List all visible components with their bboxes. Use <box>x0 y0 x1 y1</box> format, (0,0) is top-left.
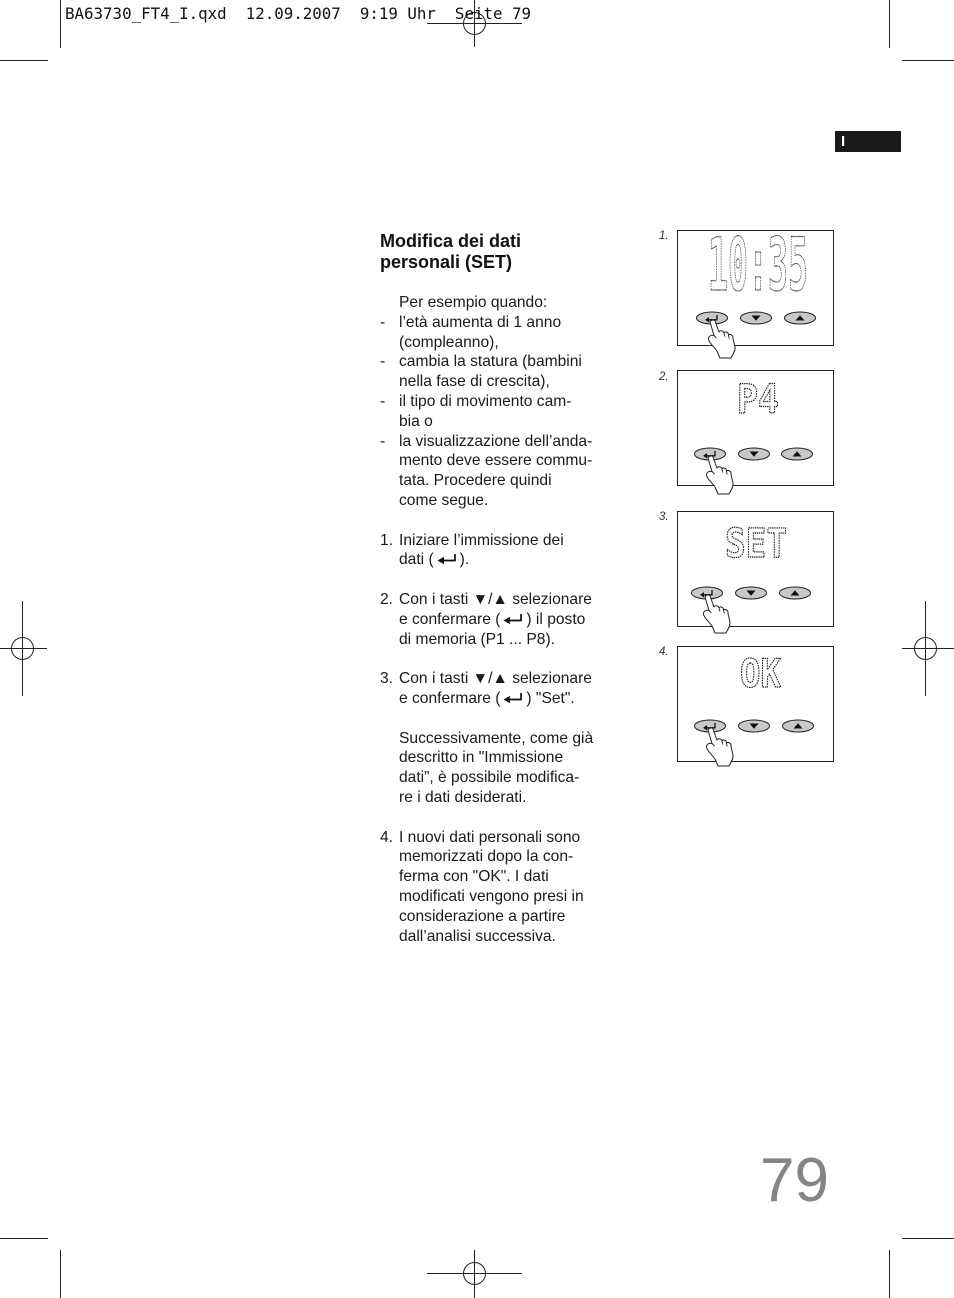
down-button-icon <box>739 448 770 460</box>
step-continuation-line: Successivamente, come già <box>399 729 594 747</box>
down-button-icon <box>736 587 767 599</box>
lcd-panel-3 <box>677 511 834 627</box>
spacer <box>399 709 640 729</box>
step-text: e confermare ( <box>399 610 501 628</box>
crop-mark-top-left <box>0 0 61 61</box>
step-number: 3. <box>380 670 394 688</box>
step-line <box>399 550 640 570</box>
lcd-display-text: 10:35 <box>708 223 808 308</box>
registration-mark-left <box>0 601 47 696</box>
step-line: modificati vengono presi in <box>399 887 584 905</box>
lcd-display-text: OK <box>740 652 782 697</box>
enter-key-icon <box>502 613 524 625</box>
bullet-line: il tipo di movimento cam- <box>399 392 572 410</box>
section-heading-line: Modifica dei dati <box>380 231 522 251</box>
bullet-line: mento deve essere commu- <box>399 452 593 470</box>
language-tab <box>835 131 901 152</box>
bullet-line: tata. Procedere quindi <box>399 472 552 490</box>
step-line: di memoria (P1 ... P8). <box>399 630 555 648</box>
step-item <box>380 590 640 649</box>
step-line: Iniziare l’immissione dei <box>399 531 564 549</box>
step-line: I nuovi dati personali sono <box>399 828 581 846</box>
spacer <box>380 649 640 669</box>
bullet-line: bia o <box>399 412 433 430</box>
up-button-icon <box>785 312 816 324</box>
bullet-line: la visualizzazione dell’anda- <box>399 432 593 450</box>
figure-label: 4. <box>659 646 669 658</box>
bullet-marker: - <box>380 392 386 410</box>
step-line <box>399 610 640 630</box>
language-tab-label: I <box>841 133 846 150</box>
print-slug: BA63730_FT4_I.qxd 12.09.2007 9:19 Uhr Seite 79 <box>65 4 532 23</box>
spacer <box>380 511 640 531</box>
step-line: dall’analisi successiva. <box>399 927 556 945</box>
bullet-line: come segue. <box>399 491 489 509</box>
bullet-line: nella fase di crescita), <box>399 373 550 391</box>
step-item <box>380 531 640 571</box>
bullet-item <box>380 352 640 392</box>
bullet-item <box>380 313 640 353</box>
lcd-illustration <box>678 647 833 761</box>
up-button-icon <box>782 448 813 460</box>
figure-label: 2. <box>659 371 669 383</box>
step-text: ) "Set". <box>526 689 575 707</box>
figure-label: 1. <box>659 230 669 242</box>
registration-mark-bottom <box>427 1250 522 1298</box>
up-button-icon <box>780 587 811 599</box>
lcd-display-text: P4 <box>737 377 779 423</box>
crop-mark-top-right <box>890 0 954 61</box>
bullet-line: l’età aumenta di 1 anno <box>399 313 562 331</box>
spacer <box>380 808 640 828</box>
registration-mark-right <box>902 601 954 696</box>
section-heading <box>380 231 521 273</box>
lcd-illustration <box>678 512 833 626</box>
bullet-item <box>380 432 640 511</box>
step-number: 1. <box>380 531 394 549</box>
step-line: considerazione a partire <box>399 907 566 925</box>
bullet-marker: - <box>380 313 386 331</box>
enter-key-icon <box>502 692 524 704</box>
lcd-panel-2 <box>677 370 834 486</box>
section-body <box>380 293 640 946</box>
step-text: ). <box>459 551 470 569</box>
bullet-item <box>380 392 640 432</box>
lcd-illustration <box>678 223 833 345</box>
step-number: 4. <box>380 828 394 846</box>
step-line: Con i tasti ▼/▲ selezionare <box>399 670 592 688</box>
step-text: e confermare ( <box>399 689 501 707</box>
down-button-icon <box>741 312 772 324</box>
step-line: ferma con "OK". I dati <box>399 868 549 886</box>
spacer <box>380 570 640 590</box>
step-line: memorizzati dopo la con- <box>399 848 574 866</box>
step-text: dati ( <box>399 551 434 569</box>
section-heading-line: personali (SET) <box>380 252 513 272</box>
up-button-icon <box>783 720 814 732</box>
step-continuation-line: re i dati desiderati. <box>399 788 527 806</box>
step-continuation-line: descritto in "Immissione <box>399 749 564 767</box>
lcd-panel-4 <box>677 646 834 762</box>
step-line <box>399 689 640 709</box>
lcd-panel-1 <box>677 223 834 346</box>
page-number: 79 <box>760 1146 829 1215</box>
crop-mark-bottom-right <box>890 1239 954 1298</box>
down-button-icon <box>739 720 770 732</box>
step-item <box>380 669 640 808</box>
lcd-illustration <box>678 371 833 485</box>
crop-mark-bottom-left <box>0 1239 61 1298</box>
figure-label: 3. <box>659 511 669 523</box>
bullet-marker: - <box>380 353 386 371</box>
step-item <box>380 828 640 947</box>
step-number: 2. <box>380 590 394 608</box>
pointing-hand-icon <box>706 728 733 766</box>
step-line: Con i tasti ▼/▲ selezionare <box>399 590 592 608</box>
bullet-line: (compleanno), <box>399 333 499 351</box>
intro-text: Per esempio quando: <box>399 294 548 311</box>
lcd-display-text: SET <box>725 521 787 567</box>
bullet-marker: - <box>380 432 386 450</box>
step-continuation-line: dati”, è possibile modifica- <box>399 769 580 787</box>
enter-key-icon <box>436 553 458 565</box>
step-text: ) il posto <box>526 610 586 628</box>
bullet-line: cambia la statura (bambini <box>399 353 582 371</box>
